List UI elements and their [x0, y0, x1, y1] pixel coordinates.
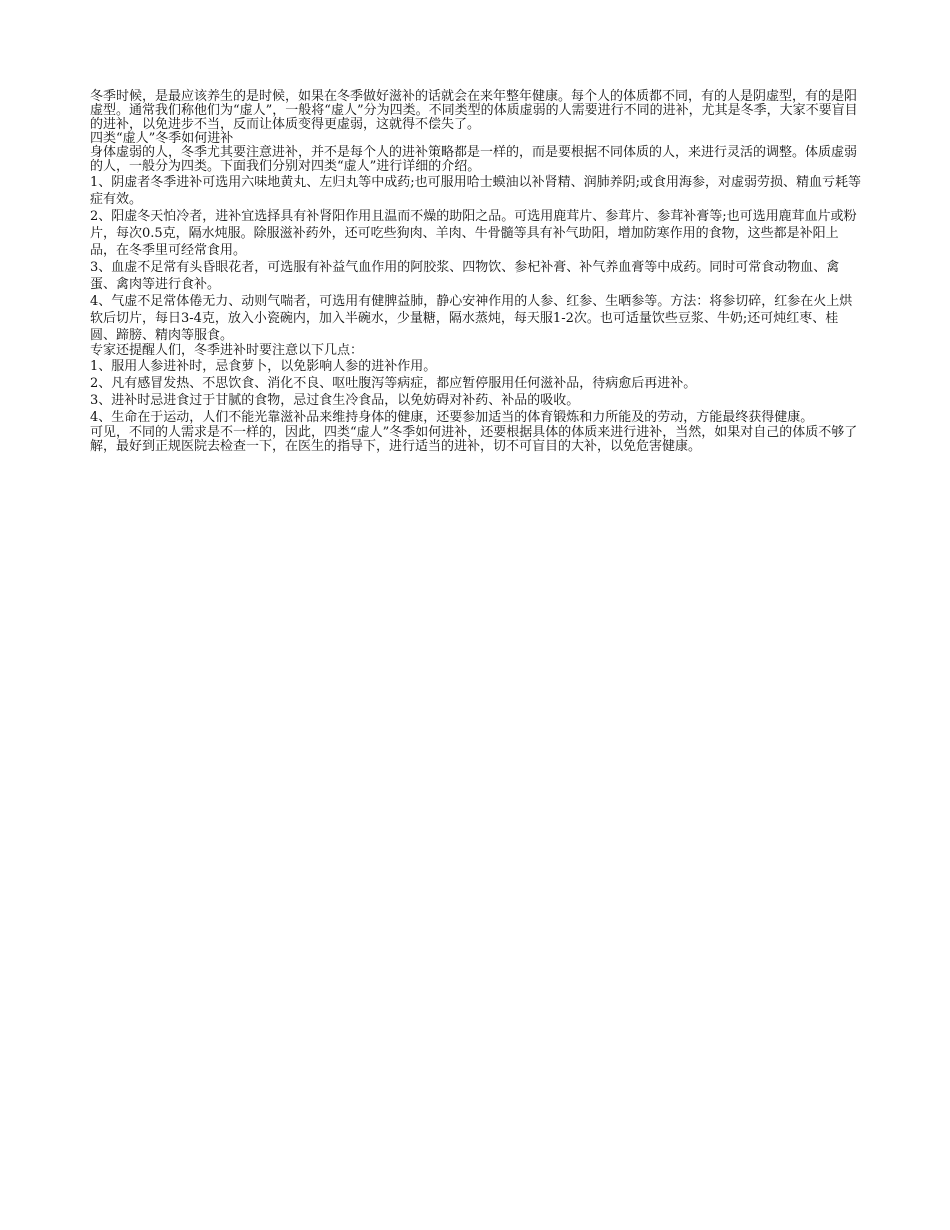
list-item-blood-deficiency: 3、血虚不足常有头昏眼花者，可选服有补益气血作用的阿胶浆、四物饮、参杞补膏、补气养血膏等中成药。同时可常食动物血、禽蛋、禽肉等进行食补。: [90, 260, 840, 292]
intro-paragraph: 冬季时候，是最应该养生的是时候，如果在冬季做好滋补的话就会在来年整年健康。每个人的体质都不同，有的人是阴虚型，有的是阳虚型。通常我们称他们为“虚人”，一般将“虚人”分为四类。不同类型的体质虚弱的人需要进行不同的进补，尤其是冬季，大家不要盲目的进补，以免进步不当，反而让体质变得更虚弱，这就得不偿失了。: [90, 89, 858, 132]
expert-tips-heading: 专家还提醒人们，冬季进补时要注意以下几点：: [90, 343, 364, 358]
conclusion-paragraph: 可见，不同的人需求是不一样的，因此，四类“虚人”冬季如何进补，还要根据具体的体质来进行进补，当然，如果对自己的体质不够了解，最好到正规医院去检查一下，在医生的指导下，进行适当的进补，切不可盲目的大补，以免危害健康。: [90, 425, 858, 454]
list-item-yin-deficiency: 1、阴虚者冬季进补可选用六味地黄丸、左归丸等中成药;也可服用哈士蟆油以补肾精、润肺养阴;或食用海参，对虚弱劳损、精血亏耗等症有效。: [90, 175, 862, 207]
tip-item-ginseng: 1、服用人参进补时，忌食萝卜，以免影响人参的进补作用。: [90, 359, 437, 374]
tip-item-food: 3、进补时忌进食过于甘腻的食物，忌过食生冷食品，以免妨碍对补药、补品的吸收。: [90, 393, 580, 408]
list-item-yang-deficiency: 2、阳虚冬天怕冷者，进补宜选择具有补肾阳作用且温而不燥的助阳之品。可选用鹿茸片、参茸片、参茸补膏等;也可选用鹿茸血片或粉片，每次0.5克，隔水炖服。除服滋补药外，还可吃些狗肉、羊肉、牛骨髓等具有补气助阳，增加防寒作用的食物，这些都是补阳上品，在冬季里可经常食用。: [90, 209, 857, 258]
tip-item-exercise: 4、生命在于运动，人们不能光靠滋补品来维持身体的健康，还要参加适当的体育锻炼和力所能及的劳动，方能最终获得健康。: [90, 410, 814, 425]
tip-item-illness: 2、凡有感冒发热、不思饮食、消化不良、呕吐腹泻等病症，都应暂停服用任何滋补品，待病愈后再进补。: [90, 376, 697, 391]
list-item-qi-deficiency: 4、气虚不足常体倦无力、动则气喘者，可选用有健脾益肺，静心安神作用的人参、红参、生晒参等。方法：将参切碎，红参在火上烘软后切片，每日3-4克，放入小瓷碗内，加入半碗水，少量糖，隔水蒸炖，每天服1-2次。也可适量饮些豆浆、牛奶;还可炖红枣、桂圆、蹄膀、精肉等服食。: [90, 294, 853, 343]
document-body: [90, 90, 862, 454]
section-heading: 四类“虚人”冬季如何进补: [90, 131, 234, 146]
section-intro-paragraph: 身体虚弱的人，冬季尤其要注意进补，并不是每个人的进补策略都是一样的，而是要根据不同体质的人，来进行灵活的调整。体质虚弱的人，一般分为四类。下面我们分别对四类“虚人”进行详细的介绍。: [90, 145, 858, 174]
